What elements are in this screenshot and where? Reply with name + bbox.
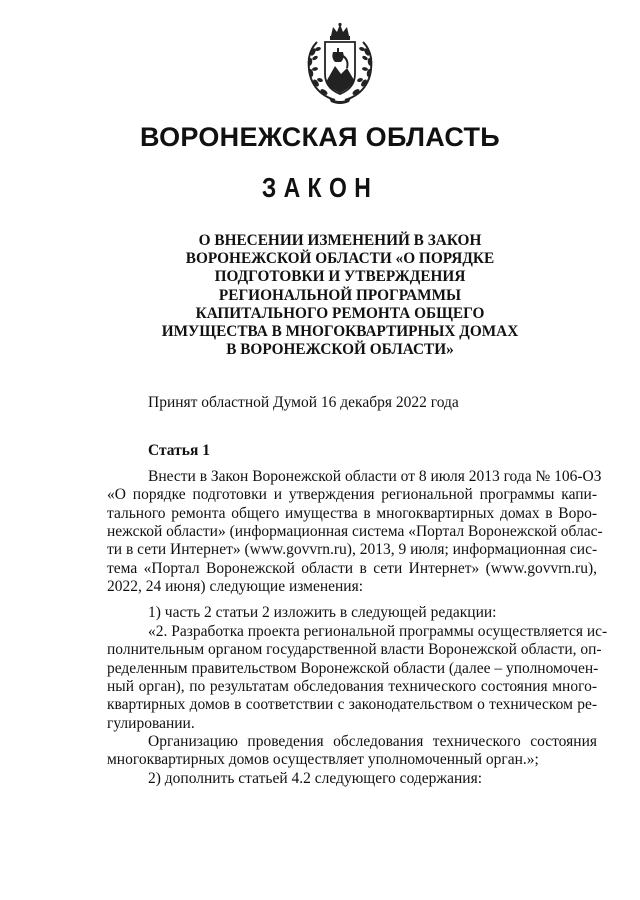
- text-line: квартирных домов в соответствии с законодательством о техническом ре-: [107, 696, 597, 714]
- quoted-paragraph: [107, 623, 608, 733]
- law-title-line: ПОДГОТОВКИ И УТВЕРЖДЕНИЯ: [214, 268, 466, 286]
- quoted-paragraph-2: [107, 733, 597, 770]
- item-2: [107, 770, 597, 788]
- article-heading: Статья 1: [148, 442, 210, 459]
- item-1: [107, 604, 597, 622]
- law-title-line: КАПИТАЛЬНОГО РЕМОНТА ОБЩЕГО: [195, 304, 485, 322]
- law-title-line: О ВНЕСЕНИИ ИЗМЕНЕНИЙ В ЗАКОН: [198, 232, 482, 249]
- text-line: 2) дополнить статьей 4.2 следующего содержания:: [148, 770, 482, 787]
- text-line: нежской области» (информационная система «Портал Воронежской облас-: [107, 523, 603, 541]
- law-title-line: В ВОРОНЕЖСКОЙ ОБЛАСТИ»: [226, 341, 454, 359]
- text-line: многоквартирных домов осуществляет уполномоченный орган.»;: [107, 751, 539, 769]
- text-line: ределенным правительством Воронежской области (далее – уполномочен-: [107, 659, 599, 677]
- document-type: ЗАКОН: [261, 172, 379, 203]
- law-title-line: ИМУЩЕСТВА В МНОГОКВАРТИРНЫХ ДОМАХ: [161, 323, 519, 341]
- paragraph-amendment: [107, 468, 603, 596]
- law-title: [140, 232, 540, 359]
- text-line: «О порядке подготовки и утверждения региональной программы капи-: [107, 486, 597, 504]
- region-title: ВОРОНЕЖСКАЯ ОБЛАСТЬ: [139, 122, 501, 152]
- text-line: гулировании.: [107, 714, 195, 732]
- text-line: Организацию проведения обследования технического состояния: [148, 733, 597, 750]
- text-line: ный орган), по результатам обследования технического состояния много-: [107, 678, 597, 696]
- text-line: 2022, 24 июня) следующие изменения:: [107, 578, 364, 596]
- text-line: ти в сети Интернет» (www.govvrn.ru), 2013, 9 июля; информационная сис-: [107, 541, 598, 559]
- law-title-line: ВОРОНЕЖСКОЙ ОБЛАСТИ «О ПОРЯДКЕ: [185, 250, 495, 268]
- law-title-line: РЕГИОНАЛЬНОЙ ПРОГРАММЫ: [218, 286, 462, 304]
- text-line: полнительным органом государственной власти Воронежской области, оп-: [107, 641, 602, 659]
- text-line: 1) часть 2 статьи 2 изложить в следующей редакции:: [148, 604, 497, 621]
- coat-of-arms-icon: [301, 22, 379, 104]
- adoption-date: Принят областной Думой 16 декабря 2022 года: [148, 394, 459, 411]
- text-line: тема «Портал Воронежской области в сети Интернет» (www.govvrn.ru),: [107, 559, 597, 577]
- text-line: Внести в Закон Воронежской области от 8 июля 2013 года № 106-ОЗ: [148, 468, 602, 485]
- text-line: тального ремонта общего имущества в многоквартирных домах в Воро-: [107, 504, 597, 522]
- text-line: «2. Разработка проекта региональной программы осуществляется ис-: [148, 623, 608, 640]
